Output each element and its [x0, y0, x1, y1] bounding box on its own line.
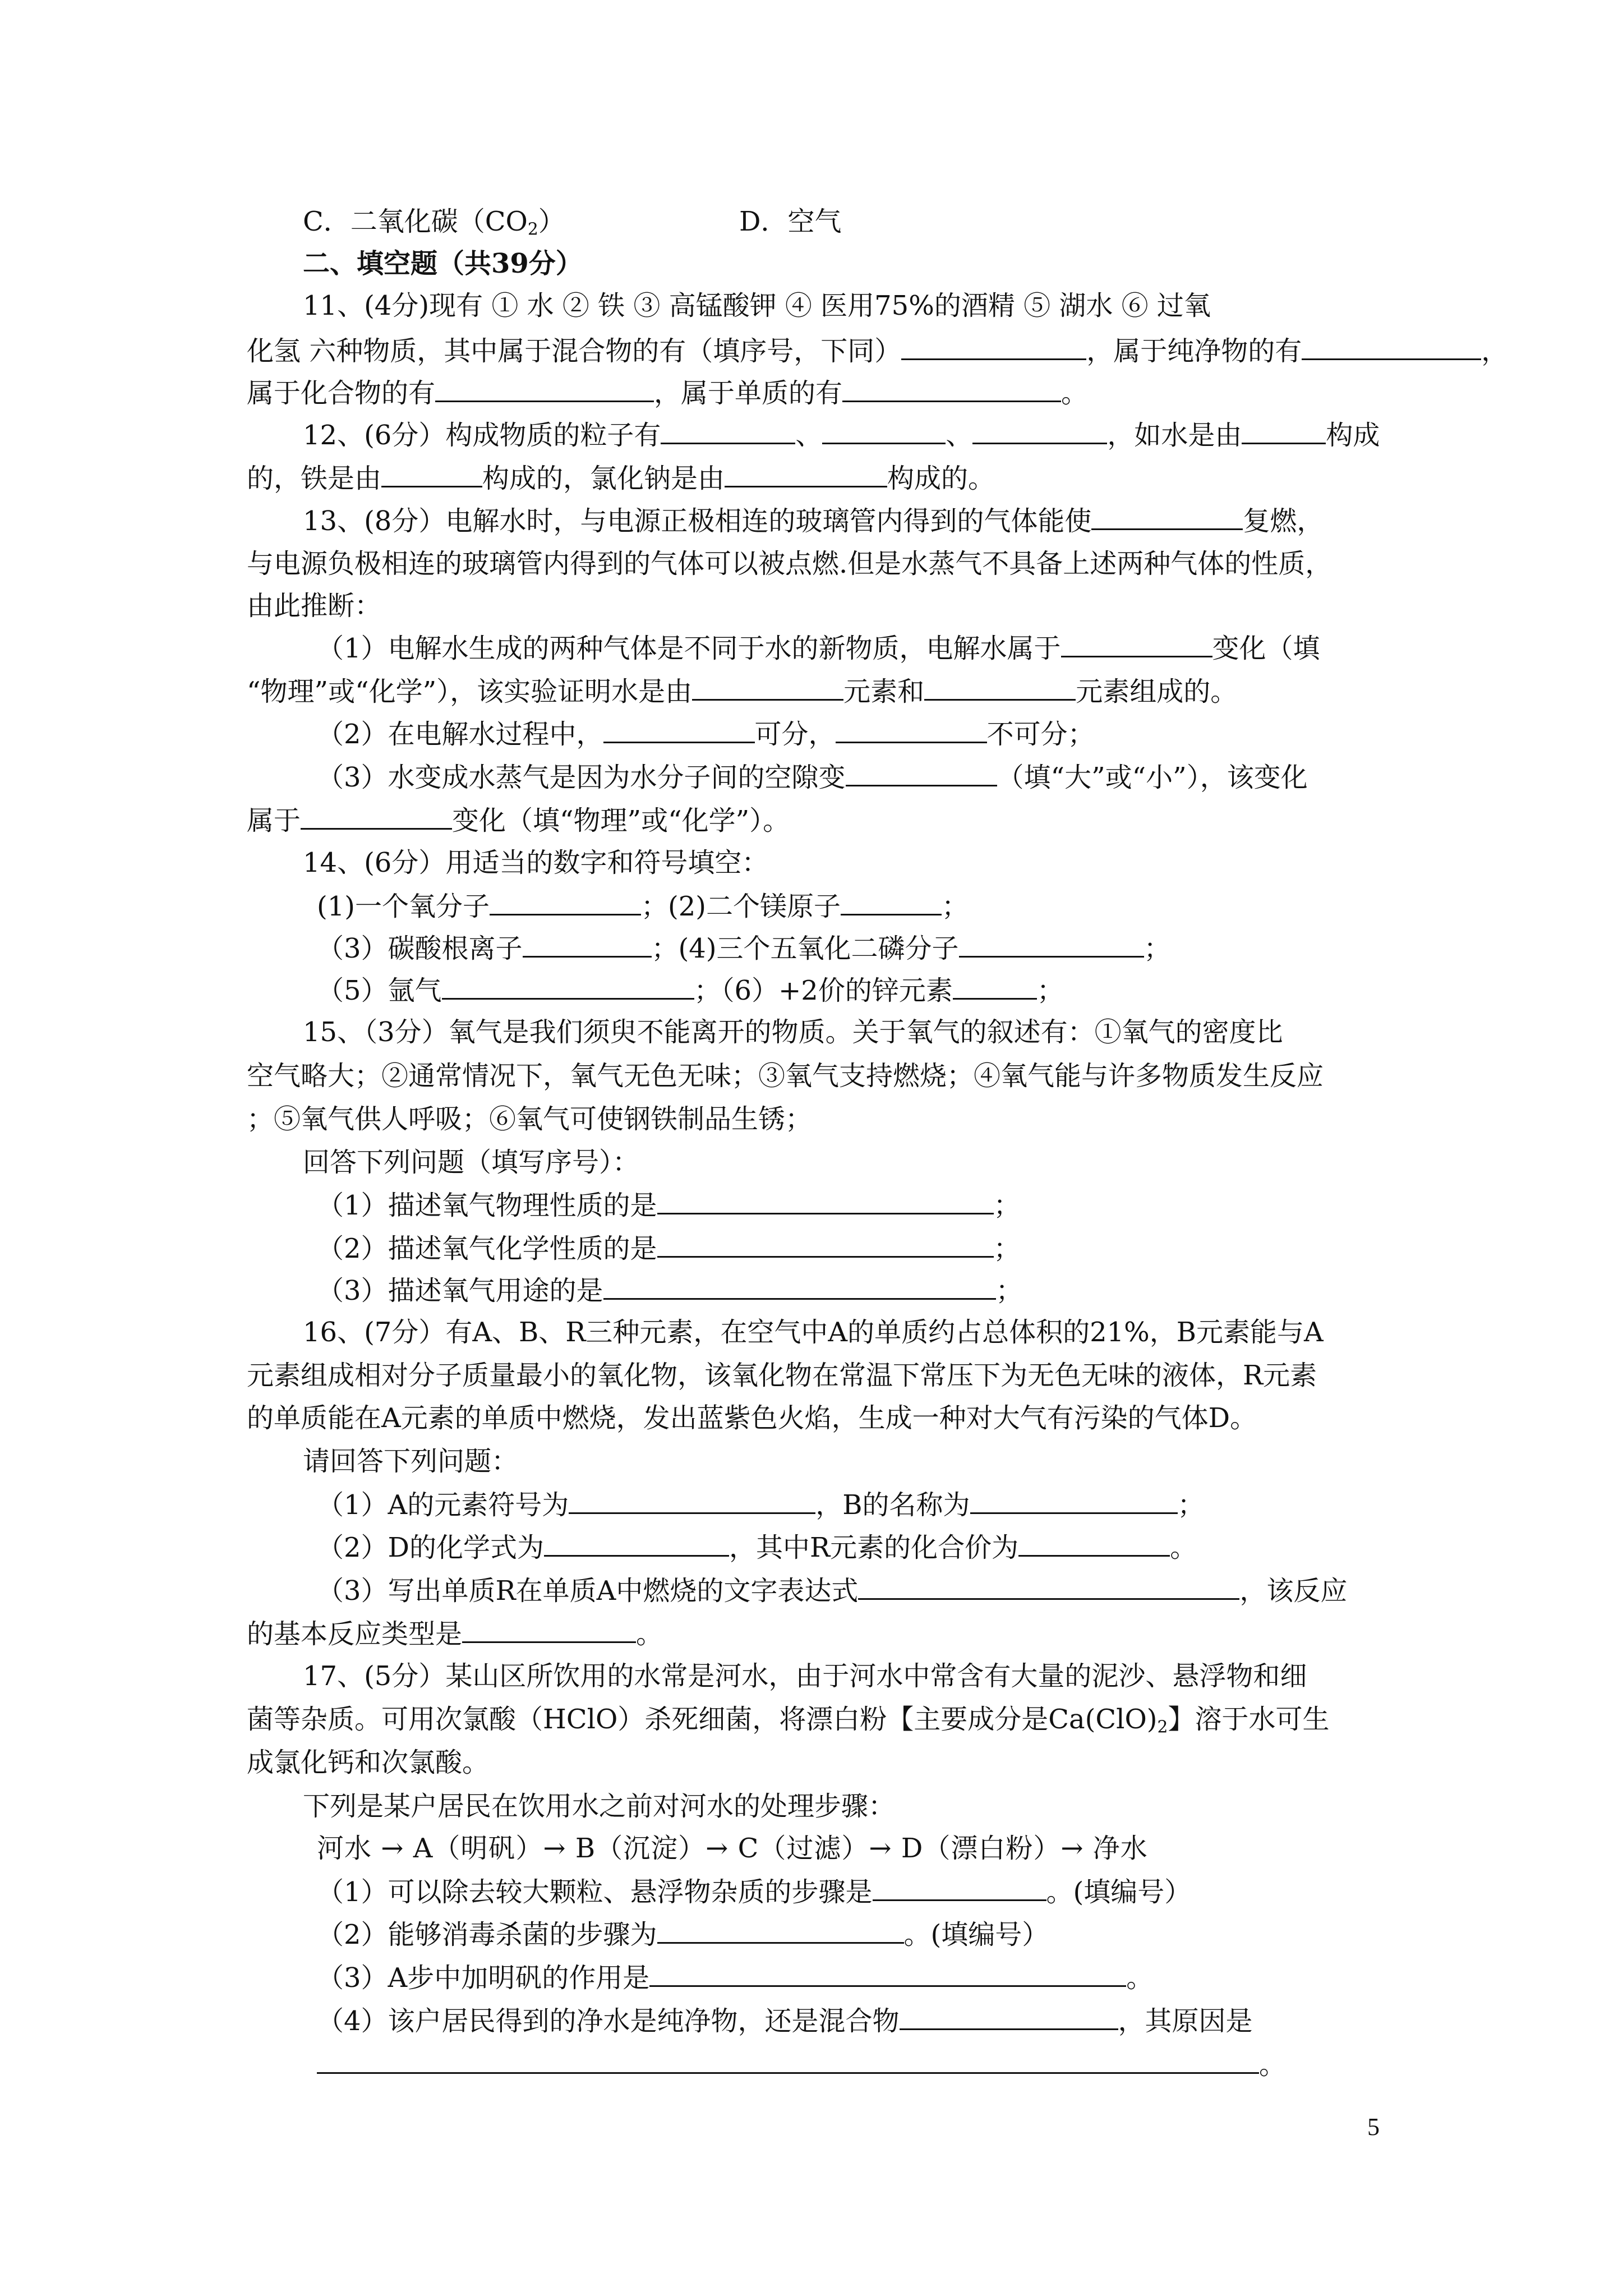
q13-part2: （2）在电解水过程中， 可分， 不可分； [317, 717, 1455, 751]
q14-line3: （3）碳酸根离子 ；(4)三个五氧化二磷分子 ； [317, 931, 1455, 965]
answer-blank[interactable] [901, 334, 1086, 360]
answer-blank[interactable] [523, 931, 652, 958]
q15-part3: （3）描述氧气用途的是 ； [317, 1273, 1455, 1308]
answer-blank[interactable] [649, 1961, 1126, 1987]
answer-blank[interactable] [873, 1875, 1046, 1901]
answer-blank[interactable] [1091, 504, 1243, 530]
q17-line4: 下列是某户居民在饮用水之前对河水的处理步骤： [303, 1791, 896, 1822]
q16-part1: （1）A的元素符号为 ，B的名称为 ； [317, 1488, 1455, 1522]
q15-part2: （2）描述氧气化学性质的是 ； [317, 1231, 1455, 1266]
answer-blank[interactable] [836, 717, 987, 743]
answer-blank[interactable] [725, 461, 887, 487]
q12-line2: 的，铁是由 构成的，氯化钠是由 构成的。 [247, 461, 1385, 495]
answer-blank[interactable] [544, 1530, 729, 1557]
q17-line2: 菌等杂质。可用次氯酸（HClO）杀死细菌，将漂白粉【主要成分是$Ca(ClO)_2$】溶于水可生 [247, 1704, 1330, 1737]
answer-blank[interactable] [858, 1573, 1239, 1600]
answer-blank[interactable] [953, 973, 1037, 1000]
q17-line3: 成氯化钙和次氯酸。 [247, 1747, 490, 1778]
q13-line3: 由此推断： [247, 590, 382, 622]
answer-blank[interactable] [972, 418, 1107, 444]
answer-blank[interactable] [959, 931, 1144, 958]
answer-blank[interactable] [692, 674, 843, 701]
q13-part3-line2: 属于 变化（填“物理”或“化学”）。 [247, 803, 1385, 838]
answer-blank[interactable] [846, 760, 997, 786]
answer-blank[interactable] [661, 418, 795, 444]
q16-part3-line1: （3）写出单质R在单质A中燃烧的文字表达式 ，该反应 [317, 1573, 1455, 1608]
answer-blank[interactable] [603, 717, 755, 743]
q16-line1: 16、(7分）有A、B、R三种元素，在空气中A的单质约占总体积的21%，B元素能与A [303, 1317, 1324, 1348]
q15-part1: （1）描述氧气物理性质的是 ； [317, 1188, 1455, 1222]
q11-line1: 11、(4分)现有 ① 水 ② 铁 ③ 高锰酸钾 ④ 医用75%的酒精 ⑤ 湖水 ⑥ 过氧 [303, 290, 1211, 321]
answer-blank[interactable] [1242, 418, 1326, 444]
q13-line1: 13、(8分）电解水时，与电源正极相连的玻璃管内得到的气体能使 复燃， [303, 504, 1441, 538]
answer-blank[interactable] [317, 2047, 1259, 2074]
answer-blank[interactable] [1061, 631, 1212, 657]
q15-line4: 回答下列问题（填写序号）： [303, 1147, 640, 1178]
q17-process-flow: 河水 → A（明矾）→ B（沉淀）→ C（过滤）→ D（漂白粉）→ 净水 [317, 1833, 1148, 1864]
q14-line1: 14、(6分）用适当的数字和符号填空： [303, 847, 769, 878]
q17-part4-reason: 。 [317, 2047, 1455, 2082]
q16-line4: 请回答下列问题： [303, 1446, 519, 1477]
q12-line1: 12、(6分）构成物质的粒子有 、 、 ，如水是由 构成 [303, 418, 1441, 452]
answer-blank[interactable] [970, 1488, 1178, 1514]
q16-part2: （2）D的化学式为 ，其中R元素的化合价为 。 [317, 1530, 1455, 1565]
q15-line2: 空气略大；②通常情况下，氧气无色无味；③氧气支持燃烧；④氧气能与许多物质发生反应 [247, 1060, 1324, 1092]
q17-part3: （3）A步中加明矾的作用是 。 [317, 1961, 1455, 1995]
answer-blank[interactable] [657, 1188, 994, 1214]
q17-part4: （4）该户居民得到的净水是纯净物，还是混合物 ，其原因是 [317, 2004, 1455, 2038]
answer-blank[interactable] [462, 1617, 636, 1643]
option-d: D．空气 [739, 206, 842, 237]
answer-blank[interactable] [1302, 334, 1481, 360]
q16-part3-line2: 的基本反应类型是 。 [247, 1617, 1385, 1651]
answer-blank[interactable] [924, 674, 1076, 701]
answer-blank[interactable] [900, 2004, 1118, 2030]
answer-blank[interactable] [490, 889, 641, 915]
answer-blank[interactable] [301, 803, 452, 830]
option-c: C．二氧化碳$(CO_2)$ [303, 206, 565, 240]
q11-line2: 化氢 六种物质，其中属于混合物的有（填序号，下同） ，属于纯净物的有 ， [247, 334, 1385, 368]
answer-blank[interactable] [381, 461, 482, 487]
q14-line2: (1)一个氧分子 ；(2)二个镁原子 ； [317, 889, 1455, 923]
answer-blank[interactable] [442, 973, 694, 1000]
answer-blank[interactable] [822, 418, 946, 444]
q15-line1: 15、（3分）氧气是我们须臾不能离开的物质。关于氧气的叙述有：①氧气的密度比 [303, 1016, 1283, 1048]
q13-part1-line1: （1）电解水生成的两种气体是不同于水的新物质，电解水属于 变化（填 [317, 631, 1455, 665]
q13-part3-line1: （3）水变成水蒸气是因为水分子间的空隙变 （填“大”或“小”），该变化 [317, 760, 1455, 794]
answer-blank[interactable] [1018, 1530, 1170, 1557]
q16-line3: 的单质能在A元素的单质中燃烧，发出蓝紫色火焰，生成一种对大气有污染的气体D。 [247, 1402, 1257, 1434]
q15-line3: ；⑤氧气供人呼吸；⑥氧气可使钢铁制品生锈； [247, 1103, 813, 1135]
answer-blank[interactable] [841, 889, 942, 915]
answer-blank[interactable] [569, 1488, 815, 1514]
answer-blank[interactable] [657, 1231, 994, 1258]
q16-line2: 元素组成相对分子质量最小的氧化物，该氧化物在常温下常压下为无色无味的液体，R元素 [247, 1360, 1317, 1391]
q13-line2: 与电源负极相连的玻璃管内得到的气体可以被点燃.但是水蒸气不具备上述两种气体的性质， [247, 548, 1332, 579]
answer-blank[interactable] [657, 1917, 904, 1944]
section-heading: 二、填空题（共39分） [303, 248, 583, 279]
page-number: 5 [1367, 2113, 1380, 2141]
q11-line3: 属于化合物的有 ，属于单质的有 。 [247, 376, 1385, 410]
q13-part1-line2: “物理”或“化学”），该实验证明水是由 元素和 元素组成的。 [247, 674, 1385, 708]
q17-part2: （2）能够消毒杀菌的步骤为 。(填编号） [317, 1917, 1455, 1952]
q17-line1: 17、(5分）某山区所饮用的水常是河水，由于河水中常含有大量的泥沙、悬浮物和细 [303, 1660, 1307, 1692]
q17-part1: （1）可以除去较大颗粒、悬浮物杂质的步骤是 。(填编号） [317, 1875, 1455, 1909]
answer-blank[interactable] [435, 376, 654, 402]
answer-blank[interactable] [842, 376, 1061, 402]
q14-line4: （5）氩气 ；（6）+2价的锌元素 ； [317, 973, 1455, 1007]
answer-blank[interactable] [603, 1273, 996, 1300]
